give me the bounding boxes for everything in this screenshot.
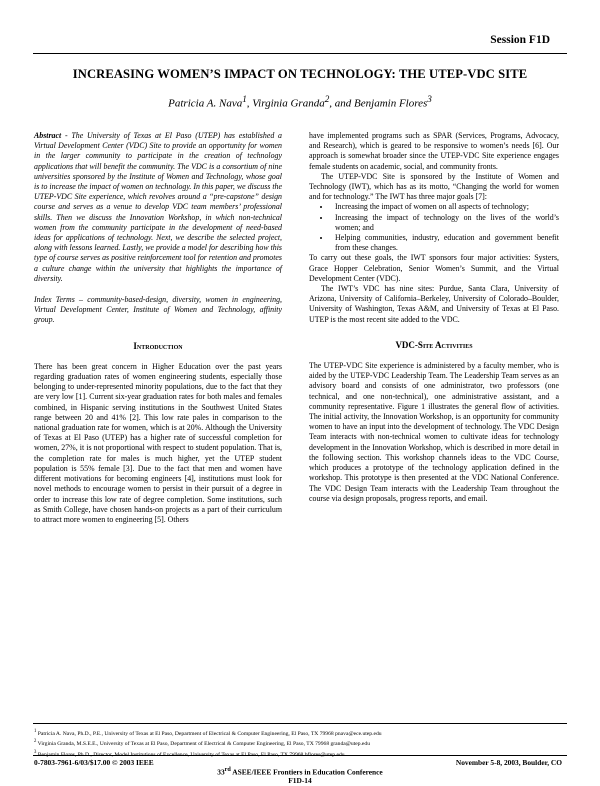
footer-rule (33, 755, 567, 756)
footnote-number: 2 (34, 739, 37, 745)
conference-ordinal: rd (224, 767, 231, 773)
conference-dates: November 5-8, 2003, Boulder, CO (455, 758, 562, 767)
author-separator: , (246, 97, 253, 110)
right-column (309, 131, 559, 504)
footnote-text: Benjamin Flores, Ph.D., Director, Model Institutions of Excellence, University of Texas at El Paso, El Paso, TX 79968 bflores@utep.edu (36, 751, 345, 758)
paragraph: The UTEP-VDC Site experience is administered by a faculty member, who is aided by the UTEP-VDC Leadership Team. The Leadership Team serves as an advisory board and consists of one administrator, two professors (one technical, and one non-technical), one administrative assistant, and a community representative. Figure 1 illustrates the general flow of activities. The initial activity, the Innovation Workshop, is an opportunity for community women to have an input into the development of technology. The VDC Design Team interacts with non-technical women to cultivate ideas for technology development in the Innovation Workshop, which is described in more detail in the following section. This workshop channels ideas to the VDC Course, which produces a prototype of the technology application defined in the workshop. This prototype is then presented at the VDC National Conference. The VDC Design Team interacts with the Leadership Team throughout the course via design proposals, progress reports, and email. (309, 361, 559, 503)
session-label: Session F1D (490, 34, 550, 46)
paragraph: To carry out these goals, the IWT sponsors four major activities: Systers, Grace Hopper Celebration, Senior Women’s Summit, and the Virtual Development Center (VDC). (309, 253, 559, 283)
header-rule (33, 53, 567, 54)
paper-title: INCREASING WOMEN’S IMPACT ON TECHNOLOGY: THE UTEP-VDC SITE (72, 67, 528, 81)
index-terms: Index Terms – community-based-design, diversity, women in engineering, Virtual Development Center, Institute of Women and Technology, affinity group. (34, 295, 282, 325)
list-item: • Helping communities, industry, education and government benefit from these changes. (331, 233, 559, 253)
introduction-heading: Introduction (133, 340, 183, 351)
page-number: F1D-14 (288, 776, 312, 786)
author-1-note: 1 (242, 94, 247, 104)
footnote-rule (33, 723, 567, 724)
paragraph: have implemented programs such as SPAR (Services, Programs, Advocacy, and Research), which is geared to be responsive to women’s needs [6]. Our approach is somewhat broader since the UTEP-VDC Site experience engages female students on academic, social, and community fronts. (309, 131, 559, 171)
author-3-note: 3 (427, 94, 432, 104)
footnote-number: 3 (34, 749, 37, 755)
abstract (34, 131, 282, 284)
list-item: • Increasing the impact of women on all aspects of technology; (331, 202, 559, 212)
paragraph: The IWT’s VDC has nine sites: Purdue, Santa Clara, University of Arizona, University of California–Berkeley, University of Colorado–Boulder, University of Washington, Texas A&M, and University of Texas at El Paso. UTEP is the most recent site added to the VDC. (309, 284, 559, 324)
vdc-site-activities-heading: VDC-Site Activities (395, 339, 473, 350)
goals-list (309, 202, 559, 253)
footnote-number: 1 (34, 729, 37, 734)
author-list (33, 94, 567, 110)
conference-title: ASEE/IEEE Frontiers in Education Conference (230, 767, 383, 777)
footnote (34, 728, 564, 738)
introduction-paragraph: There has been great concern in Higher Education over the past years regarding graduation rates of women engineering students, especially those belonging to under-represented minority populations, due to the fact that they are very low [1]. Current six-year graduation rates for both males and females combined, in Hispanic serving institutions in the Southwest United States range between 20 and 41% [2]. This low rate pales in comparison to the national graduation rate for women, which is at 20%. Although the University of Texas at El Paso (UTEP) has a higher rate of successful completion for women, 27%, it is not proportional with respect to student population. That is, the completion rate for males is much higher, yet the UTEP student population is 55% female [3]. Due to the fact that men and women have different motivations for becoming engineers [4], institutions must look for novel methods to encourage women to persist in their pursuit of a degree in order to increase this low rate of degree completion. Some institutions, such as Smith College, have chosen hands-on projects as a part of their curriculum to attract more women to engineering [5]. Others (34, 361, 282, 524)
copyright-notice: 0-7803-7961-6/03/$17.00 © 2003 IEEE (34, 758, 154, 767)
list-item: • Increasing the impact of technology on the lives of the world’s women; and (331, 213, 559, 233)
paragraph: The UTEP-VDC Site is sponsored by the Institute of Women and Technology (IWT), which has as its motto, “Changing the world for women and for technology.” The IWT has three major goals [7]: (309, 171, 559, 202)
author-1: Patricia A. Nava (168, 97, 243, 110)
conference-number: 33 (217, 767, 225, 777)
footnote-text: Patricia A. Nava, Ph.D., P.E., University of Texas at El Paso, Department of Electrical & Computer Engineering, El Paso, TX 79968 pnava@ece.utep.edu (36, 730, 382, 737)
author-separator: , and (329, 97, 355, 110)
author-2-note: 2 (324, 94, 330, 104)
footnote (34, 738, 564, 748)
abstract-text: - The University of Texas at El Paso (UTEP) has established a Virtual Development Center (VDC) Site to provide an opportunity for women in the larger community to participate in the creation of technology applications that will benefit the community. The VDC is a consortium of nine universities sponsored by the Institute of Women and Technology, whose goal is to increase the impact of women on technology. In this paper, we discuss the UTEP-VDC Site experience, which revolves around a “pre-capstone” design course and serves as a venue to develop VDC team members’ professional skills. Then we discuss the Innovation Workshop, in which non-technical women from the community participate in the development of need-based ideas for applications of technology. Next, we describe the selected project, along with lessons learned. Lastly, we provide a model for describing how this type of course serves as positive reinforcement tool for retention and promotes a culture change within the university that highlights the importance of diversity. (34, 131, 282, 283)
left-column (34, 131, 282, 525)
author-3: Benjamin Flores (354, 97, 428, 110)
footnote-text: Virginia Granda, M.S.E.E., University of Texas at El Paso, Department of Electrical & Computer Engineering, El Paso, TX 79968 granda@utep.edu (36, 741, 370, 748)
abstract-label: Abstract (34, 131, 62, 140)
author-2: Virginia Granda (252, 97, 325, 110)
